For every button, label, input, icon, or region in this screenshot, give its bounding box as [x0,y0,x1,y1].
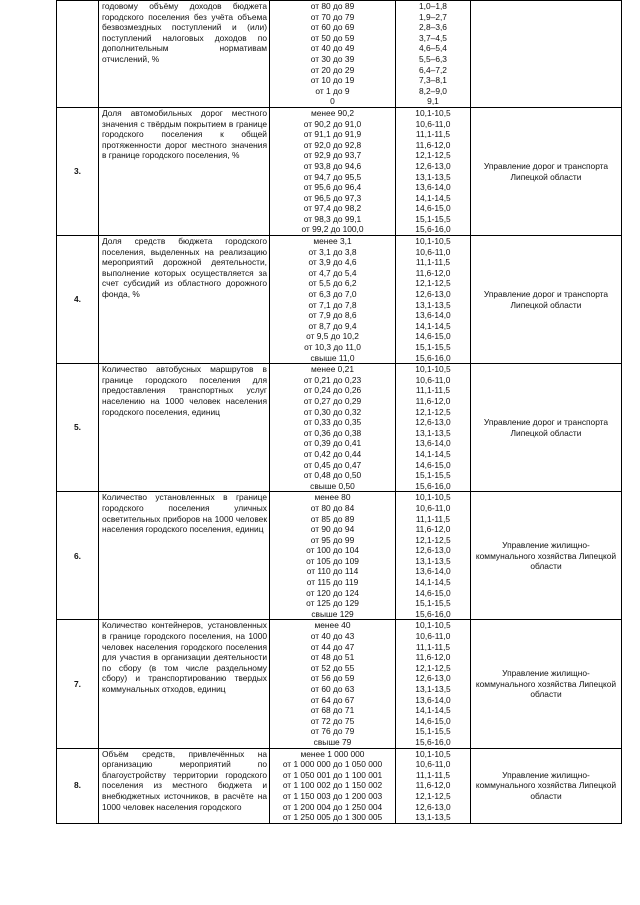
responsible-authority: Управление дорог и транспорта Липецкой области [471,364,622,492]
criterion-value: от 94,7 до 95,5 [303,171,362,182]
score-value: 12,6-13,0 [415,673,451,684]
criterion-value: от 40 до 43 [310,631,355,642]
indicator-description-cell [99,1,270,108]
score-value: 10,6-11,0 [415,246,451,257]
score-cell [396,620,471,748]
indicator-description-cell [99,236,270,364]
row-number: 8. [57,748,99,823]
criterion-value: свыше 79 [313,736,352,747]
score-value: 1,9–2,7 [419,11,447,22]
criterion-value: от 125 до 129 [306,598,359,609]
criterion-value: от 3,1 до 3,8 [308,246,357,257]
score-value: 14,6-15,0 [415,459,451,470]
score-value: 13,6-14,0 [415,310,451,321]
score-value: 11,6-12,0 [415,524,451,535]
score-cell [396,1,471,108]
table-row [57,1,622,108]
score-value: 10,1-10,5 [415,620,451,631]
criterion-value: от 95 до 99 [310,534,355,545]
criteria-table [56,0,622,824]
score-value: 11,1-11,5 [415,129,451,140]
criterion-value: от 76 до 79 [310,726,355,737]
score-value: 15,6-16,0 [415,736,451,747]
criterion-value: от 70 до 79 [310,11,355,22]
score-cell [396,492,471,620]
criterion-value: от 56 до 59 [310,673,355,684]
table-row [57,620,622,748]
score-value: 10,6-11,0 [415,118,451,129]
score-value: 14,1-14,5 [415,192,451,203]
criterion-value: от 97,4 до 98,2 [303,203,362,214]
score-value: 14,6-15,0 [415,715,451,726]
criterion-value: от 115 до 119 [306,577,359,588]
score-value: 10,6-11,0 [415,502,451,513]
score-value: 15,6-16,0 [415,224,451,235]
row-number [57,1,99,108]
criteria-cell [270,620,396,748]
responsible-authority: Управление жилищно-коммунального хозяйства Липецкой области [471,492,622,620]
row-number: 3. [57,107,99,235]
score-value: 12,1-12,5 [415,278,451,289]
score-value: 8,2–9,0 [419,85,447,96]
table-row [57,748,622,823]
score-value: 13,6-14,0 [415,566,451,577]
criteria-cell [270,236,396,364]
indicator-description-cell [99,492,270,620]
score-value: 10,1-10,5 [415,748,451,759]
criterion-value: от 93,8 до 94,6 [303,160,362,171]
criteria-cell [270,1,396,108]
criterion-value: от 1 250 005 до 1 300 005 [282,812,383,823]
criterion-value: от 68 до 71 [310,705,355,716]
criterion-value: от 0,30 до 0,32 [303,406,362,417]
criterion-value: от 1 000 000 до 1 050 000 [282,759,383,770]
criterion-value: от 1 050 001 до 1 100 001 [282,769,383,780]
criterion-value: от 90,2 до 91,0 [303,118,362,129]
score-value: 11,6-12,0 [415,780,451,791]
score-value: 13,6-14,0 [415,182,451,193]
responsible-authority: Управление жилищно-коммунального хозяйства Липецкой области [471,748,622,823]
criterion-value: от 90 до 94 [310,524,355,535]
indicator-description-cell [99,620,270,748]
criterion-value: свыше 0,50 [310,480,355,491]
responsible-authority [471,1,622,108]
criterion-value: от 6,3 до 7,0 [308,289,357,300]
criterion-value: от 8,7 до 9,4 [308,320,357,331]
score-value: 15,6-16,0 [415,352,451,363]
score-value: 1,0–1,8 [419,1,447,11]
criterion-value: от 50 до 59 [310,32,355,43]
criterion-value: от 0,24 до 0,26 [303,385,362,396]
criterion-value: от 110 до 114 [306,566,359,577]
criterion-value: от 60 до 63 [310,684,355,694]
criterion-value: от 0,33 до 0,35 [303,417,362,428]
criteria-cell [270,364,396,492]
score-value: 11,1-11,5 [415,641,451,652]
score-value: 12,1-12,5 [415,662,451,673]
score-value: 14,6-15,0 [415,587,451,598]
score-value: 13,1-13,5 [415,555,451,566]
criteria-cell [270,748,396,823]
score-value: 14,6-15,0 [415,203,451,214]
criterion-value: 0 [330,96,335,107]
criterion-value: от 60 до 69 [310,22,355,33]
score-value: 13,1-13,5 [415,684,451,694]
score-value: 10,1-10,5 [415,492,451,503]
score-value: 15,6-16,0 [415,608,451,619]
criterion-value: от 1 100 002 до 1 150 002 [282,780,383,791]
score-value: 14,1-14,5 [415,705,451,716]
criterion-value: от 10,3 до 11,0 [304,342,361,352]
score-value: 10,6-11,0 [415,759,451,770]
criterion-value: от 72 до 75 [310,715,355,726]
indicator-description-cell [99,748,270,823]
criterion-value: от 3,9 до 4,6 [308,257,357,268]
indicator-description: Количество установленных в границе городского поселения уличных осветительных приборов на 1000 человек населения городского поселения, единиц [102,492,267,535]
score-value: 15,1-15,5 [415,342,451,352]
score-cell [396,748,471,823]
responsible-authority: Управление жилищно-коммунального хозяйства Липецкой области [471,620,622,748]
criterion-value: свыше 129 [311,608,354,619]
criterion-value: от 91,1 до 91,9 [303,129,362,140]
score-value: 10,6-11,0 [415,374,451,385]
criterion-value: от 7,9 до 8,6 [308,310,357,321]
score-value: 5,5–6,3 [419,53,447,64]
score-value: 12,6-13,0 [415,801,451,812]
score-value: 10,1-10,5 [415,236,451,247]
criteria-cell [270,107,396,235]
score-value: 13,6-14,0 [415,694,451,705]
criterion-value: от 4,7 до 5,4 [308,267,357,278]
score-value: 12,1-12,5 [415,790,451,801]
score-value: 11,6-12,0 [415,395,451,406]
score-value: 14,1-14,5 [415,577,451,588]
criterion-value: от 52 до 55 [310,662,355,673]
criterion-value: от 0,39 до 0,41 [303,438,362,449]
criterion-value: от 80 до 84 [310,502,355,513]
criterion-value: от 0,42 до 0,44 [303,448,362,459]
criterion-value: менее 80 [314,492,351,503]
criteria-cell [270,492,396,620]
criterion-value: от 80 до 89 [310,1,355,11]
score-cell [396,236,471,364]
criterion-value: менее 90,2 [311,107,354,118]
score-value: 4,6–5,4 [419,43,447,54]
indicator-description-cell [99,364,270,492]
criterion-value: от 1 200 004 до 1 250 004 [282,801,383,812]
score-value: 11,6-12,0 [415,267,451,278]
score-value: 12,1-12,5 [415,406,451,417]
score-value: 11,6-12,0 [415,139,451,150]
criterion-value: от 7,1 до 7,8 [308,299,357,310]
criterion-value: от 10 до 19 [310,75,355,86]
score-value: 9,1 [427,96,439,107]
score-value: 11,1-11,5 [415,513,451,524]
criterion-value: от 92,0 до 92,8 [303,139,362,150]
score-value: 10,6-11,0 [415,631,451,642]
score-value: 14,1-14,5 [415,320,451,331]
score-value: 14,6-15,0 [415,331,451,342]
score-value: 11,1-11,5 [415,257,451,268]
row-number: 4. [57,236,99,364]
indicator-description-cell [99,107,270,235]
criterion-value: от 5,5 до 6,2 [308,278,357,289]
responsible-authority: Управление дорог и транспорта Липецкой области [471,107,622,235]
score-value: 13,1-13,5 [415,812,451,823]
criterion-value: от 1 до 9 [315,85,350,96]
criterion-value: менее 0,21 [311,364,354,375]
criterion-value: от 99,2 до 100,0 [301,224,364,235]
criterion-value: от 0,48 до 0,50 [303,470,362,481]
responsible-authority: Управление дорог и транспорта Липецкой области [471,236,622,364]
row-number: 6. [57,492,99,620]
score-value: 13,1-13,5 [415,171,451,182]
score-value: 12,6-13,0 [415,545,451,556]
criterion-value: от 98,3 до 99,1 [303,213,362,224]
row-number: 7. [57,620,99,748]
score-cell [396,364,471,492]
score-value: 13,1-13,5 [415,299,451,310]
indicator-description: Количество контейнеров, установленных в границе городского поселения, на 1000 человек населения городского поселения для участия в организации деятельности по сбору (в том числе раздельному сбору) и транспортированию твердых коммунальных отходов, единиц [102,620,267,694]
score-value: 11,6-12,0 [415,652,451,663]
score-value: 15,6-16,0 [415,480,451,491]
criterion-value: от 64 до 67 [310,694,355,705]
score-value: 10,1-10,5 [415,364,451,375]
criterion-value: менее 1 000 000 [300,748,365,759]
score-value: 12,6-13,0 [415,160,451,171]
table-row [57,492,622,620]
score-value: 12,6-13,0 [415,289,451,300]
score-cell [396,107,471,235]
criterion-value: от 0,21 до 0,23 [303,374,362,385]
criterion-value: от 1 150 003 до 1 200 003 [282,790,383,801]
table-row [57,107,622,235]
table-row [57,364,622,492]
score-value: 15,1-15,5 [415,213,451,224]
score-value: 6,4–7,2 [419,64,447,75]
indicator-description: Объём средств, привлечённых на организацию мероприятий по благоустройству территории городского поселения из местного бюджета и внебюджетных источников, в расчёте на 1000 человек населения городского [102,748,267,812]
criterion-value: от 92,9 до 93,7 [303,150,362,161]
score-value: 13,1-13,5 [415,427,451,438]
indicator-description: Количество автобусных маршрутов в границе городского поселения для предоставления транспортных услуг населению на 1000 человек населения городского поселения, единиц [102,364,267,417]
criterion-value: от 0,36 до 0,38 [303,427,362,438]
score-value: 12,1-12,5 [415,150,451,161]
score-value: 11,1-11,5 [415,769,451,780]
row-number: 5. [57,364,99,492]
criterion-value: от 44 до 47 [310,641,355,652]
criterion-value: от 9,5 до 10,2 [306,331,359,342]
score-value: 2,8–3,6 [419,22,447,33]
criterion-value: от 48 до 51 [310,652,355,663]
score-value: 12,1-12,5 [415,534,451,545]
criterion-value: менее 3,1 [313,236,352,247]
criterion-value: от 120 до 124 [306,587,359,598]
criterion-value: от 40 до 49 [310,43,355,54]
score-value: 10,1-10,5 [415,107,451,118]
criterion-value: от 105 до 109 [306,555,359,566]
score-value: 13,6-14,0 [415,438,451,449]
criterion-value: от 95,6 до 96,4 [303,182,362,193]
criterion-value: от 100 до 104 [306,545,359,556]
indicator-description: Доля автомобильных дорог местного значения с твёрдым покрытием в границе городского поселения к общей протяженности дорог местного значения в границе городского поселения, % [102,107,267,161]
score-value: 7,3–8,1 [419,75,447,86]
table-body [57,1,622,824]
score-value: 14,1-14,5 [415,448,451,459]
criterion-value: от 96,5 до 97,3 [303,192,362,203]
table-row [57,236,622,364]
criterion-value: менее 40 [314,620,351,631]
score-value: 11,1-11,5 [415,385,451,396]
score-value: 3,7–4,5 [419,32,447,43]
score-value: 12,6-13,0 [415,417,451,428]
score-value: 15,1-15,5 [415,470,451,481]
criterion-value: от 30 до 39 [310,53,355,64]
criterion-value: от 0,45 до 0,47 [303,459,362,470]
score-value: 15,1-15,5 [415,598,451,609]
indicator-description: годовому объёму доходов бюджета городского поселения без учёта объема безвозмездных поступлений и (или) поступлений налоговых доходов по дополнительным нормативам отчислений, % [102,1,267,64]
indicator-description: Доля средств бюджета городского поселения, выделенных на реализацию мероприятий дорожной деятельности, выполнение которых осуществляется за счет субсидий из областного дорожного фонда, % [102,236,267,300]
criterion-value: от 85 до 89 [310,513,355,524]
criterion-value: от 0,27 до 0,29 [303,395,362,406]
criterion-value: от 20 до 29 [310,64,355,75]
score-value: 15,1-15,5 [415,726,451,737]
criterion-value: свыше 11,0 [310,352,355,363]
